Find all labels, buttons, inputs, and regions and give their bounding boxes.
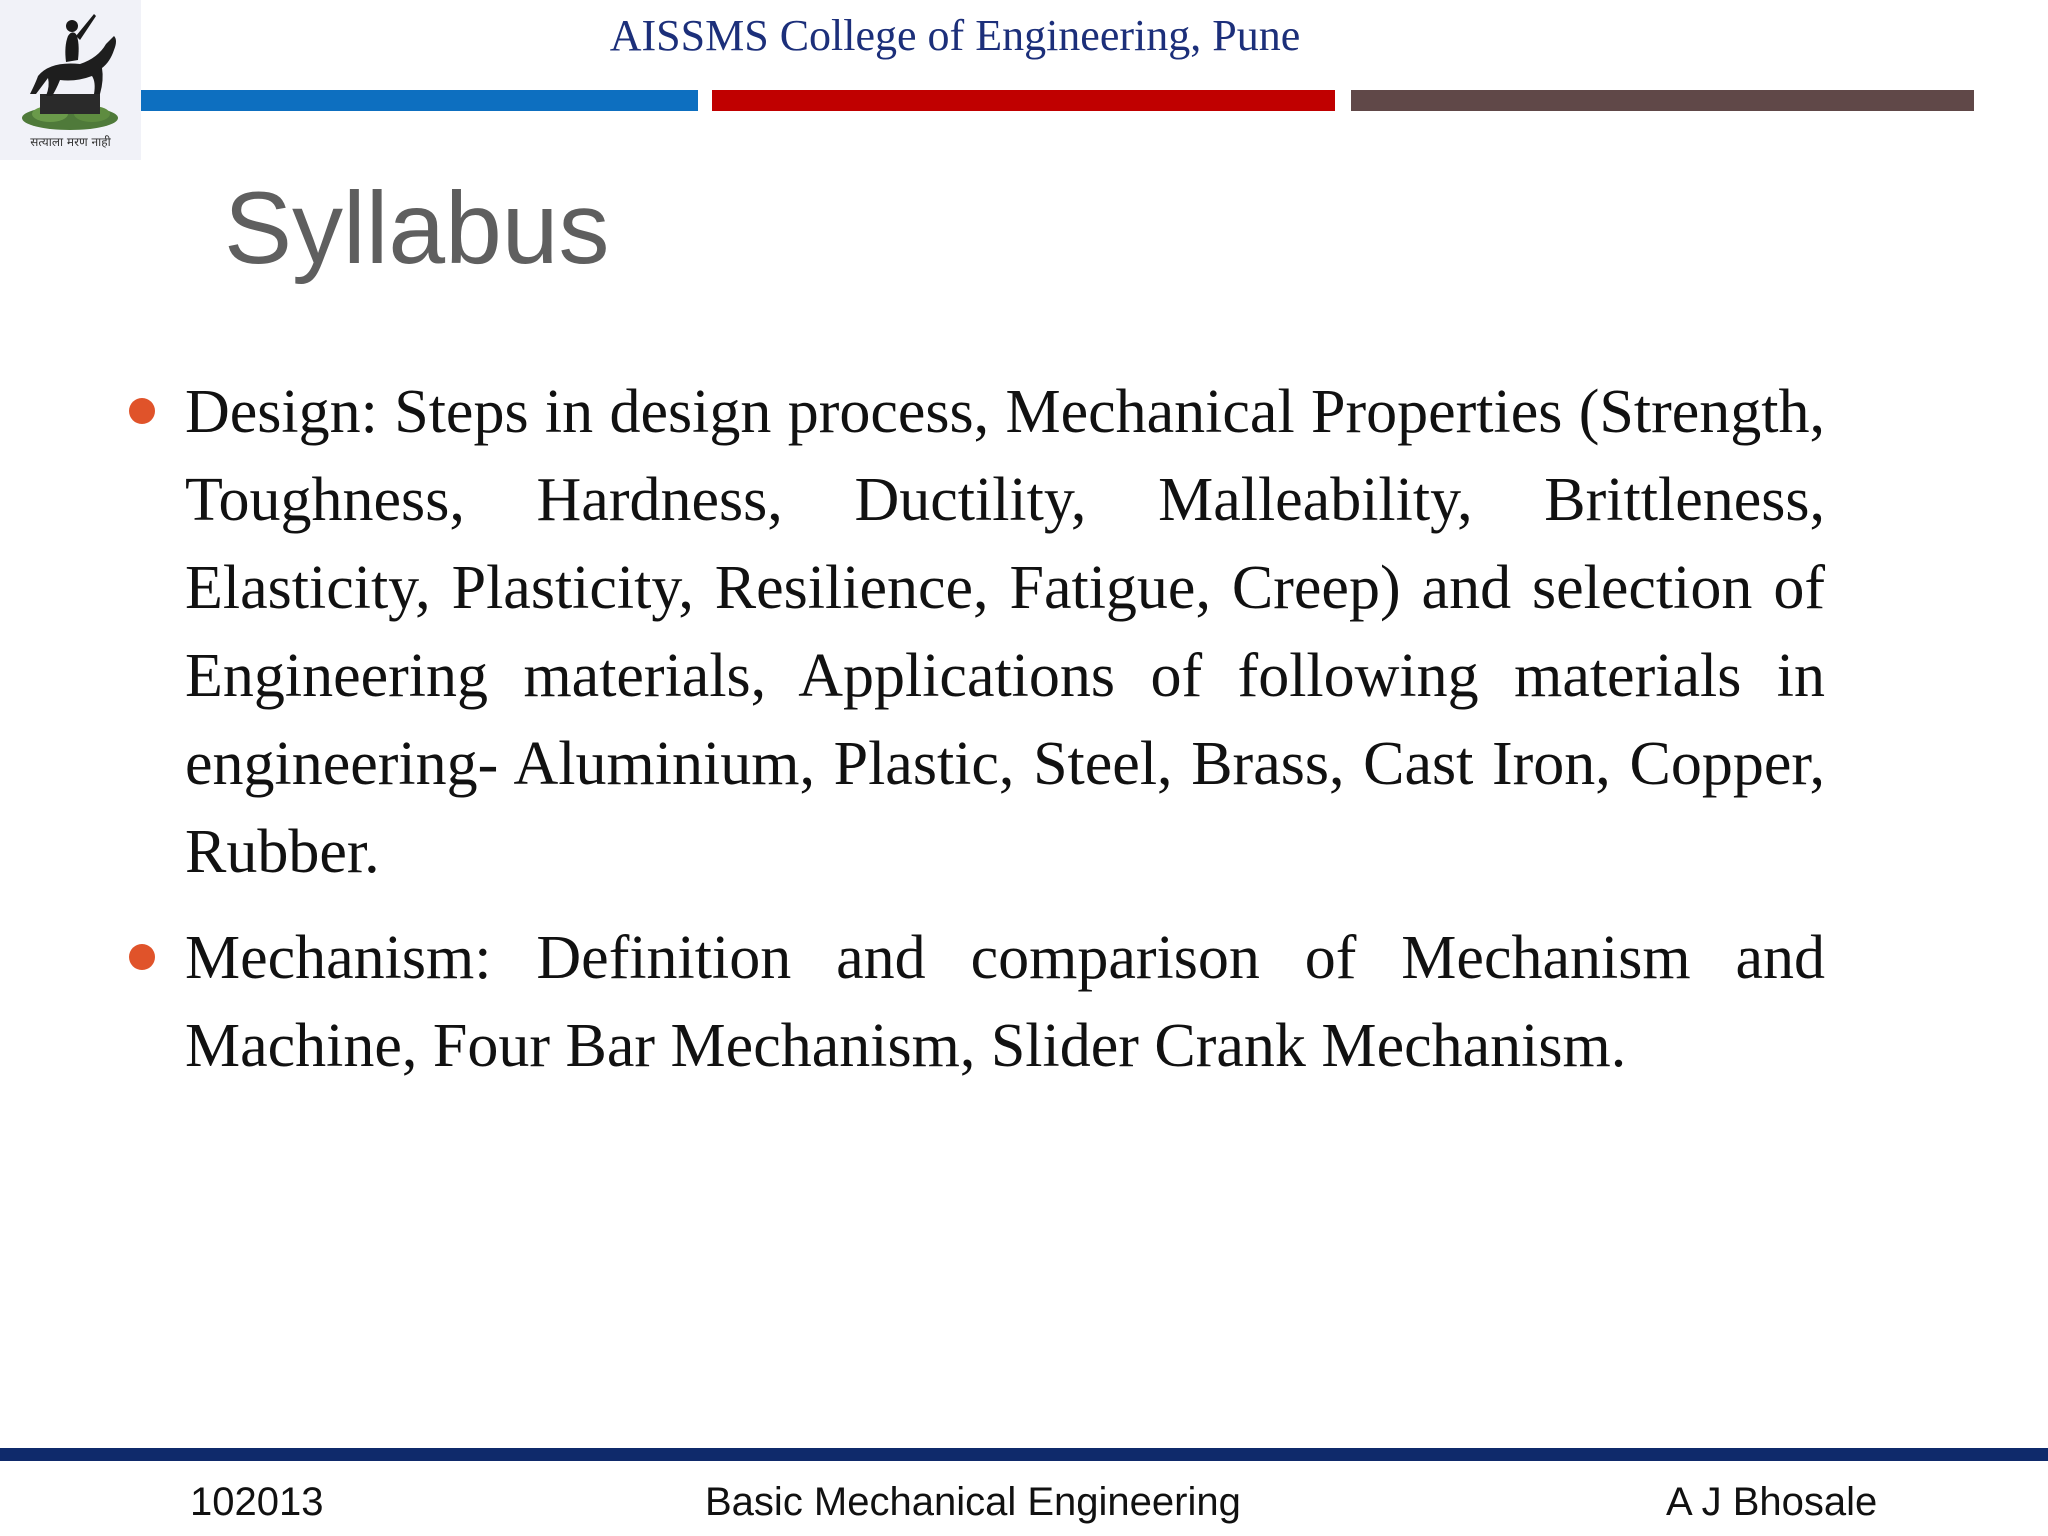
equestrian-statue-logo-icon (10, 6, 130, 131)
bullet-dot-icon (129, 398, 155, 424)
header-bar-red (712, 90, 1335, 111)
logo-motto: सत्याला मरण नाही (30, 135, 111, 149)
footer-divider (0, 1448, 2048, 1461)
footer-course-name: Basic Mechanical Engineering (705, 1480, 1241, 1524)
bullet-item-mechanism (185, 914, 1825, 1090)
header-bar-blue (141, 90, 698, 111)
footer-author: A J Bhosale (1666, 1480, 1878, 1524)
bullet-list (185, 368, 1825, 1108)
bullet-item-design (185, 368, 1825, 896)
footer-course-code: 102013 (190, 1480, 324, 1524)
bullet-text: Mechanism: Definition and comparison of Mechanism and Machine, Four Bar Mechanism, Slider Crank Mechanism. (185, 924, 1825, 1080)
bullet-text: Design: Steps in design process, Mechanical Properties (Strength, Toughness, Hardness, Ductility, Malleability, Brittleness, Elasticity, Plasticity, Resilience, Fatigue, Creep) and selection of Engineering materials, Applications of following materials in engineering- Aluminium, Plastic, Steel, Brass, Cast Iron, Copper, Rubber. (185, 378, 1825, 886)
header-bar-brown (1351, 90, 1974, 111)
college-logo (0, 0, 141, 160)
slide-title: Syllabus (224, 171, 610, 285)
bullet-dot-icon (129, 944, 155, 970)
college-name: AISSMS College of Engineering, Pune (609, 11, 1301, 60)
